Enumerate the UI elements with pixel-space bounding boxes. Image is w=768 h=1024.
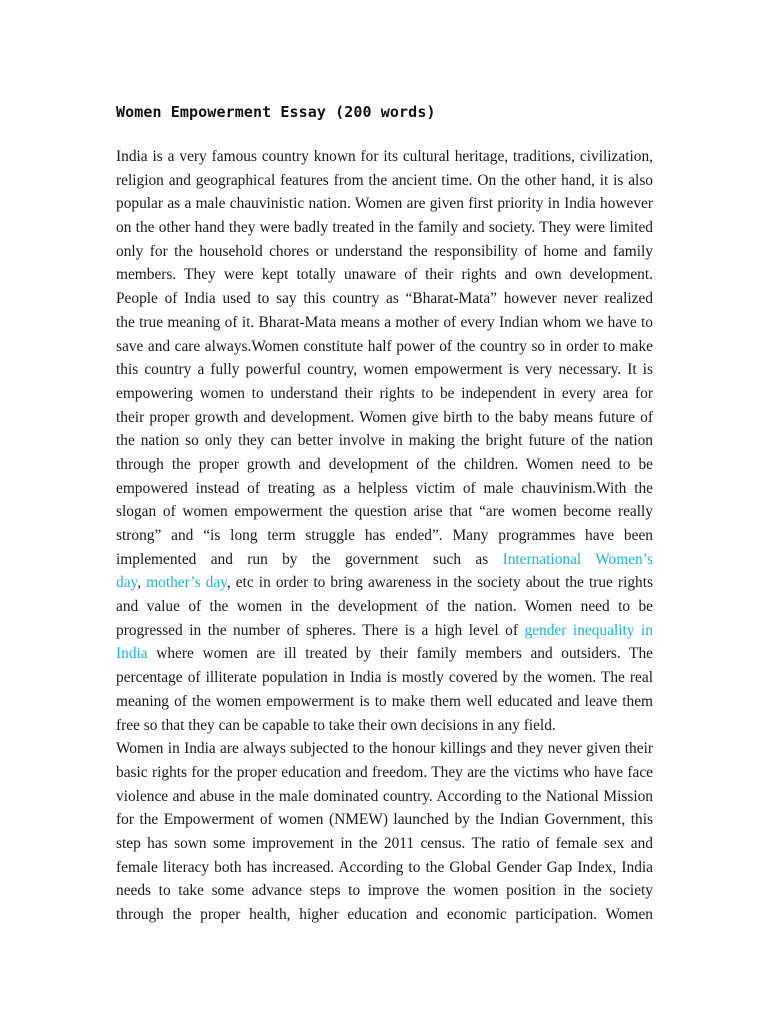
paragraph-line xyxy=(116,571,653,595)
text-run: strong” and “is long term struggle has ended”. Many programmes have been xyxy=(116,527,653,544)
text-run: implemented and run by the government such as xyxy=(116,550,503,568)
essay-body xyxy=(116,145,653,927)
text-run: meaning of the women empowerment is to make them well educated and leave them xyxy=(116,692,653,710)
text-run: violence and abuse in the male dominated country. According to the National Mission xyxy=(116,787,653,805)
paragraph-line xyxy=(116,169,653,193)
text-run: save and care always.Women constitute half power of the country so in order to make xyxy=(116,337,653,355)
paragraph-line xyxy=(116,287,653,311)
hyperlink[interactable]: day xyxy=(116,574,138,592)
paragraph-line xyxy=(116,335,653,359)
text-run: the nation so only they can better involve in making the bright future of the nation xyxy=(116,432,653,450)
paragraph-line xyxy=(116,524,653,548)
essay-title: Women Empowerment Essay (200 words) xyxy=(116,103,436,121)
paragraph-line xyxy=(116,808,653,832)
paragraph-line xyxy=(116,785,653,809)
paragraph-line xyxy=(116,358,653,382)
text-run: through the proper growth and development of the children. Women need to be xyxy=(116,455,653,473)
hyperlink[interactable]: mother’s day xyxy=(146,574,227,592)
text-run: female literacy both has increased. According to the Global Gender Gap Index, India xyxy=(116,858,653,876)
text-run: popular as a male chauvinistic nation. Women are given first priority in India however xyxy=(116,195,653,213)
text-run: progressed in the number of spheres. There is a high level of xyxy=(116,621,525,639)
paragraph-line xyxy=(116,216,653,240)
text-run: where women are ill treated by their family members and outsiders. The xyxy=(147,645,653,663)
paragraph-line xyxy=(116,619,653,643)
paragraph-line xyxy=(116,429,653,453)
paragraph-line xyxy=(116,903,653,927)
text-run: their proper growth and development. Women give birth to the baby means future of xyxy=(116,408,653,426)
text-run: religion and geographical features from the ancient time. On the other hand, it is also xyxy=(116,171,653,189)
paragraph-line xyxy=(116,406,653,430)
text-run: on the other hand they were badly treated in the family and society. They were limited xyxy=(116,219,653,237)
paragraph-line xyxy=(116,690,653,714)
hyperlink[interactable]: gender inequality in xyxy=(524,621,653,639)
paragraph-line xyxy=(116,666,653,690)
text-run: step has sown some improvement in the 2011 census. The ratio of female sex and xyxy=(116,834,653,852)
text-run: the true meaning of it. Bharat-Mata means a mother of every Indian whom we have to xyxy=(116,313,653,331)
text-run: empowering women to understand their rights to be independent in every area for xyxy=(116,384,653,402)
text-run: basic rights for the proper education and freedom. They are the victims who have face xyxy=(116,763,653,781)
paragraph-line xyxy=(116,879,653,903)
text-run: People of India used to say this country as “Bharat-Mata” however never realized xyxy=(116,290,653,308)
paragraph-line xyxy=(116,595,653,619)
text-run: India is a very famous country known for its cultural heritage, traditions, civilization, xyxy=(116,148,653,165)
text-run: for the Empowerment of women (NMEW) launched by the Indian Government, this xyxy=(116,811,653,829)
paragraph-line xyxy=(116,500,653,524)
text-run: Women in India are always subjected to the honour killings and they never given their xyxy=(116,740,653,758)
text-run: , xyxy=(137,574,147,592)
hyperlink[interactable]: International Women’s xyxy=(502,550,654,568)
hyperlink[interactable]: India xyxy=(116,645,148,663)
paragraph-line xyxy=(116,240,653,264)
paragraph-line xyxy=(116,714,653,738)
paragraph-line xyxy=(116,263,653,287)
text-run: free so that they can be capable to take their own decisions in any field. xyxy=(116,716,556,734)
paragraph-line xyxy=(116,477,653,501)
paragraph-line xyxy=(116,382,653,406)
text-run: through the proper health, higher education and economic participation. Women xyxy=(116,906,653,923)
paragraph-line xyxy=(116,832,653,856)
paragraph-line xyxy=(116,737,653,761)
paragraph-line xyxy=(116,145,653,169)
text-run: slogan of women empowerment the question arise that “are women become really xyxy=(116,503,653,521)
text-run: empowered instead of treating as a helpless victim of male chauvinism.With the xyxy=(116,479,653,497)
paragraph-line xyxy=(116,856,653,880)
paragraph-line xyxy=(116,548,653,572)
paragraph-line xyxy=(116,642,653,666)
paragraph-line xyxy=(116,453,653,477)
paragraph-line xyxy=(116,311,653,335)
text-run: percentage of illiterate population in India is mostly covered by the women. The real xyxy=(116,669,653,687)
text-run: , etc in order to bring awareness in the society about the true rights xyxy=(226,574,653,592)
paragraph-line xyxy=(116,192,653,216)
text-run: and value of the women in the development of the nation. Women need to be xyxy=(116,598,653,616)
text-run: only for the household chores or understand the responsibility of home and family xyxy=(116,242,653,260)
text-run: needs to take some advance steps to improve the women position in the society xyxy=(116,882,653,900)
text-run: members. They were kept totally unaware of their rights and own development. xyxy=(116,266,653,284)
paragraph-line xyxy=(116,761,653,785)
text-run: this country a fully powerful country, women empowerment is very necessary. It is xyxy=(116,361,653,379)
